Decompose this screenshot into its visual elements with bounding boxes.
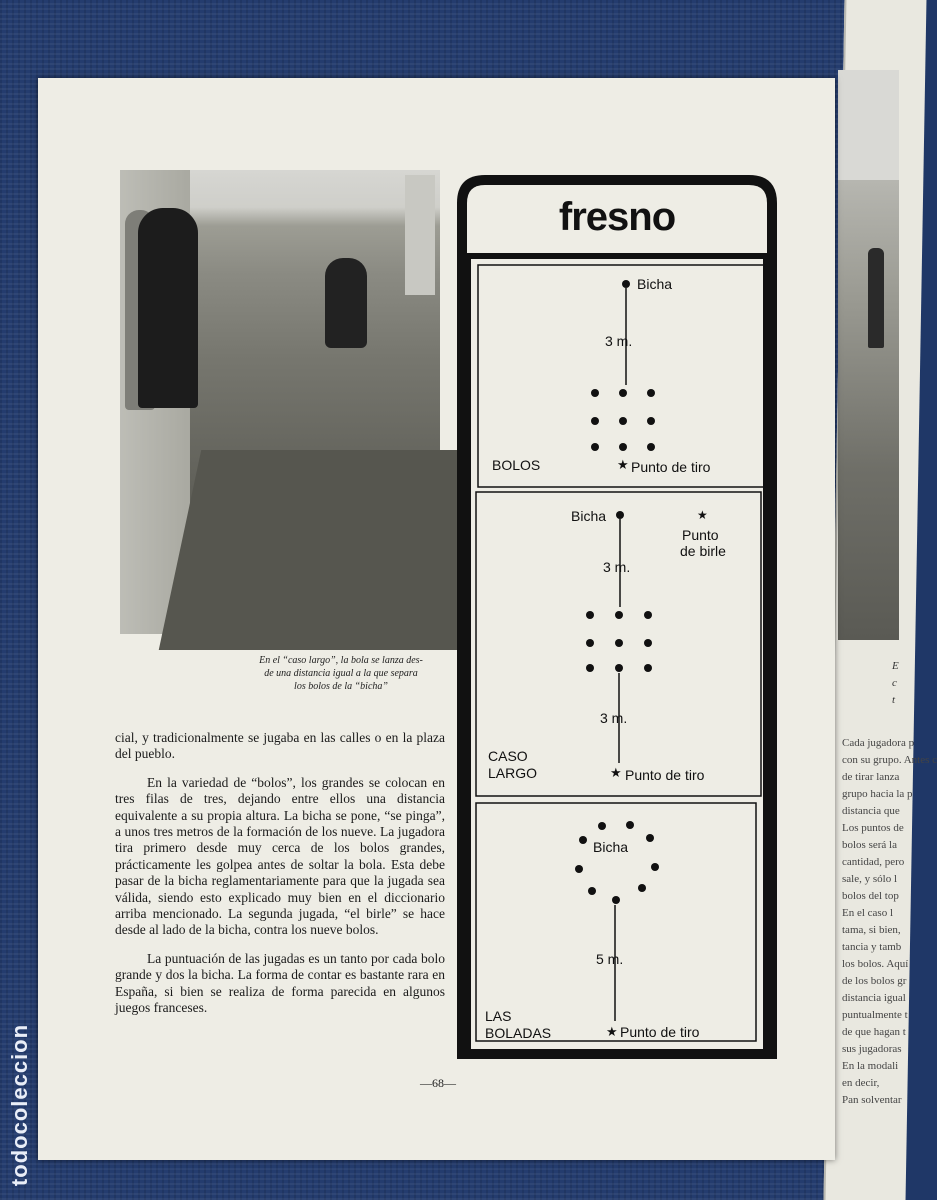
adjacent-text-line: Pan solventar [842,1094,902,1106]
adjacent-text-line: tama, si bien, [842,924,901,936]
section-label-boladas: BOLADAS [485,1025,552,1041]
fresno-diagram-panel [455,173,779,1061]
adjacent-text-line: grupo hacia la p [842,788,913,800]
adjacent-text-line: de los bolos gr [842,975,907,987]
adjacent-text-line: sale, y sólo l [842,873,897,885]
adjacent-text-line: con su grupo. Antes c [842,754,937,766]
adjacent-text-line: distancia igual [842,992,906,1004]
adjacent-text-line: Los puntos de [842,822,904,834]
throw-point-label: Punto de tiro [631,459,711,475]
distance-label: 5 m. [596,951,624,967]
birle-point-label-line1: Punto [682,527,719,543]
bicha-label: Bicha [593,839,629,855]
bicha-label: Bicha [571,508,607,524]
adjacent-text-line: Cada jugadora p [842,737,915,749]
adjacent-text-line: En la modali [842,1060,899,1072]
adjacent-text-line: distancia que [842,805,900,817]
adjacent-page-caption: E c t [892,660,899,706]
adjacent-text-line: bolos será la [842,839,897,851]
photo-caption: En el “caso largo”, la bola se lanza des- de una distancia igual a la que separa los bolos de la “bicha” [259,655,423,692]
adjacent-page-photo [838,70,899,640]
panel-title: fresno [558,195,676,239]
adjacent-text-line: tancia y tamb [842,941,902,953]
section-label-bolos: BOLOS [492,457,541,473]
throw-point-label: Punto de tiro [625,767,705,783]
distance-label: 3 m. [603,559,631,575]
adjacent-text-line: cantidad, pero [842,856,905,868]
adjacent-text-line: En el caso l [842,907,894,919]
section-label-caso: CASO [488,748,528,764]
section-label-las: LAS [485,1008,512,1024]
adjacent-text-line: los bolos. Aquí [842,958,909,970]
star-icon: ★ [617,457,629,472]
adjacent-page-text [842,735,937,1109]
watermark: todocoleccion [7,1023,32,1187]
adjacent-text-line: sus jugadoras [842,1043,902,1055]
adjacent-text-line: puntualmente t [842,1009,908,1021]
page-number: —68— [420,1076,456,1090]
section-label-largo: LARGO [488,765,538,781]
photograph-women-playing-bolos [120,170,440,634]
panel-frame [455,173,779,1061]
distance-label: 3 m. [600,710,628,726]
body-text [115,730,445,1029]
paragraph: La puntuación de las jugadas es un tanto por cada bolo grande y dos la bicha. La forma de contar es bastante rara en España, si bien se realiza de forma parecida en algunos juegos franceses. [115,950,445,1016]
adjacent-text-line: en decir, [842,1077,880,1089]
paragraph: En la variedad de “bolos”, los grandes se colocan en tres filas de tres, dejando entre ellos una distancia equivalente a su propia altura. La bicha se pone, “se pinga”, a unos tres metros de la formación de los nueve. La jugadora tira primero desde muy cerca de los bolos grandes, prácticamente les golpea antes de soltar la bola. Esta debe pasar de la bicha reglamentariamente para que la jugada sea válida, siendo esto explicado muy bien en el diccionario arriba mencionado. La segunda jugada, “el birle” se hace desde al lado de la bicha, contra los nueve bolos. [115,774,445,938]
star-icon: ★ [697,508,708,522]
adjacent-text-line: de que hagan t [842,1026,906,1038]
birle-point-label-line2: de birle [680,543,726,559]
star-icon: ★ [606,1024,618,1039]
adjacent-text-line: bolos del top [842,890,899,902]
adjacent-text-line: de tirar lanza [842,771,900,783]
distance-label: 3 m. [605,333,633,349]
bicha-label: Bicha [637,276,673,292]
paragraph: cial, y tradicionalmente se jugaba en las calles o en la plaza del pueblo. [115,730,445,762]
throw-point-label: Punto de tiro [620,1024,700,1040]
star-icon: ★ [610,765,622,780]
